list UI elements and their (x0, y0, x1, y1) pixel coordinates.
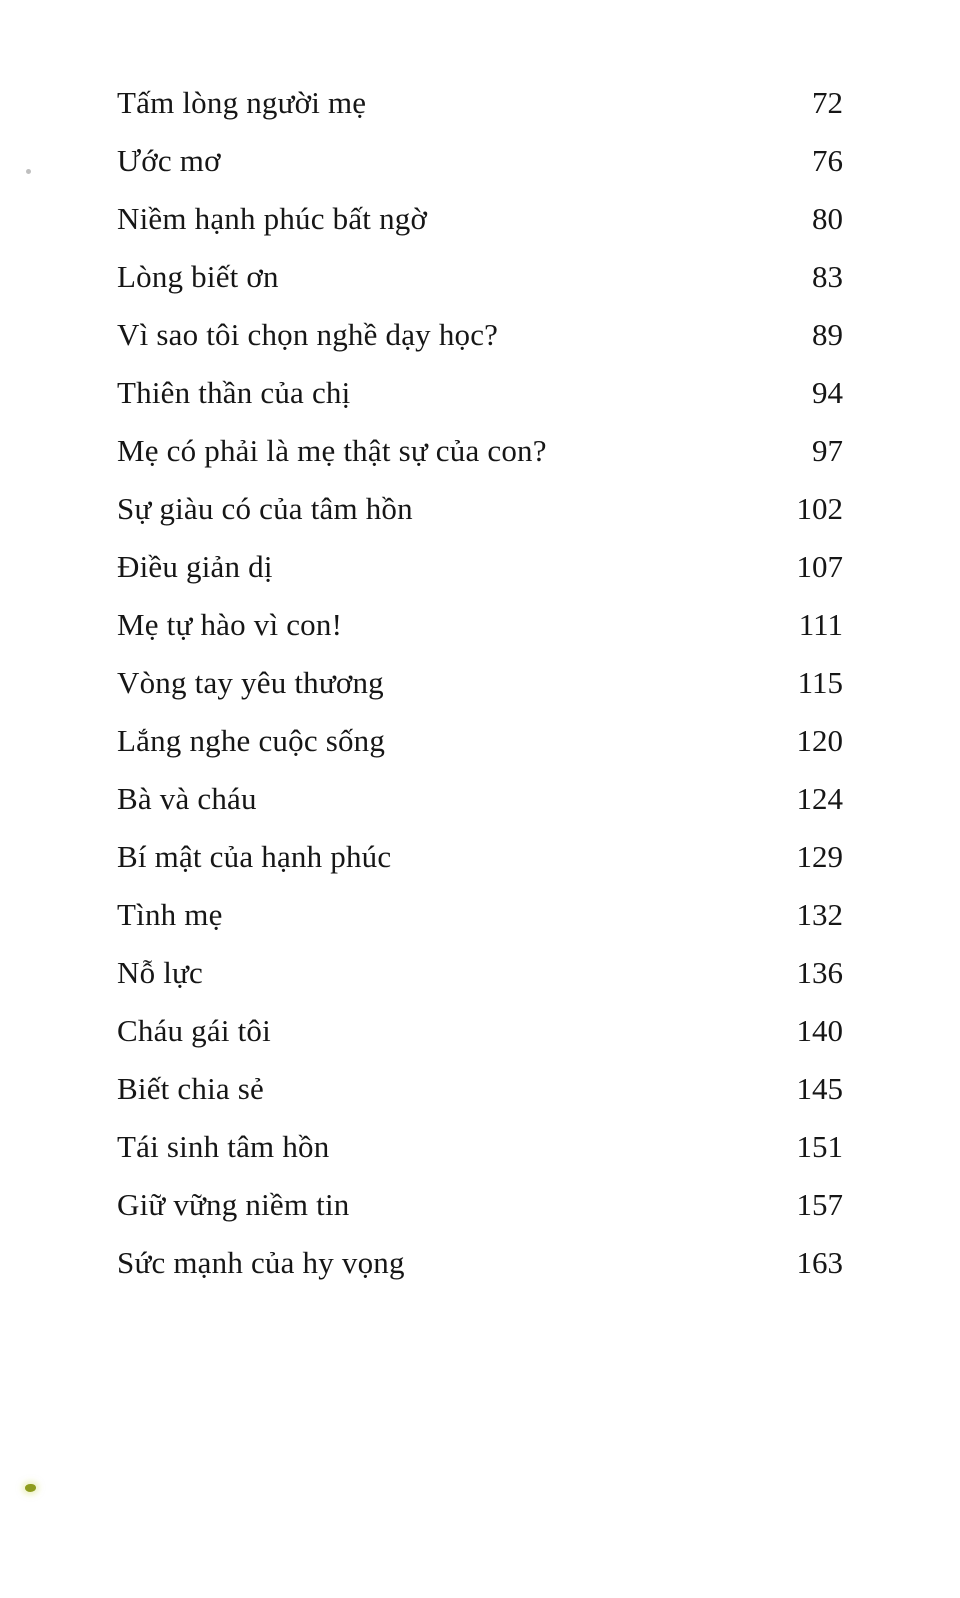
toc-entry-title: Thiên thần của chị (117, 375, 351, 410)
toc-entry-page-number: 151 (796, 1129, 843, 1164)
toc-entry-page-number: 145 (796, 1071, 843, 1106)
table-of-contents (117, 74, 843, 1292)
toc-entry (117, 1060, 843, 1118)
toc-entry-title: Niềm hạnh phúc bất ngờ (117, 201, 428, 236)
toc-entry-title: Điều giản dị (117, 549, 273, 584)
toc-entry-page-number: 102 (796, 491, 843, 526)
toc-entry (117, 1118, 843, 1176)
toc-entry-page-number: 89 (812, 317, 843, 352)
toc-entry-title: Mẹ có phải là mẹ thật sự của con? (117, 433, 547, 468)
toc-entry-page-number: 132 (796, 897, 843, 932)
toc-entry-title: Lòng biết ơn (117, 259, 279, 294)
toc-entry (117, 74, 843, 132)
toc-entry (117, 944, 843, 1002)
toc-entry (117, 422, 843, 480)
toc-entry (117, 1176, 843, 1234)
toc-entry-title: Cháu gái tôi (117, 1013, 271, 1048)
toc-entry-title: Bà và cháu (117, 781, 257, 816)
toc-entry-page-number: 140 (796, 1013, 843, 1048)
toc-entry-title: Biết chia sẻ (117, 1071, 265, 1106)
toc-entry (117, 886, 843, 944)
toc-entry (117, 190, 843, 248)
toc-entry-title: Nỗ lực (117, 955, 204, 990)
toc-entry (117, 480, 843, 538)
toc-entry-title: Vòng tay yêu thương (117, 665, 384, 700)
toc-entry-page-number: 97 (812, 433, 843, 468)
scan-speck-icon (26, 169, 31, 174)
toc-entry (117, 654, 843, 712)
toc-entry-page-number: 163 (796, 1245, 843, 1280)
toc-entry-page-number: 120 (796, 723, 843, 758)
toc-entry-title: Tình mẹ (117, 897, 223, 932)
toc-entry (117, 248, 843, 306)
toc-entry (117, 1002, 843, 1060)
toc-entry-page-number: 157 (796, 1187, 843, 1222)
toc-entry (117, 364, 843, 422)
toc-entry-page-number: 72 (812, 85, 843, 120)
toc-entry-page-number: 115 (797, 665, 843, 700)
toc-entry-title: Tấm lòng người mẹ (117, 85, 367, 120)
toc-entry-page-number: 129 (796, 839, 843, 874)
toc-entry-page-number: 136 (796, 955, 843, 990)
toc-entry (117, 1234, 843, 1292)
toc-entry (117, 132, 843, 190)
toc-entry (117, 306, 843, 364)
toc-entry-page-number: 107 (796, 549, 843, 584)
toc-entry-title: Bí mật của hạnh phúc (117, 839, 392, 874)
toc-entry-title: Sự giàu có của tâm hồn (117, 491, 413, 526)
toc-entry-title: Tái sinh tâm hồn (117, 1129, 330, 1164)
scan-speck-icon (25, 1484, 36, 1492)
toc-entry-title: Giữ vững niềm tin (117, 1187, 350, 1222)
toc-entry-page-number: 111 (798, 607, 843, 642)
toc-entry-page-number: 94 (812, 375, 843, 410)
toc-entry-title: Mẹ tự hào vì con! (117, 607, 343, 642)
toc-entry-page-number: 83 (812, 259, 843, 294)
toc-entry (117, 596, 843, 654)
toc-entry-page-number: 76 (812, 143, 843, 178)
toc-entry-title: Lắng nghe cuộc sống (117, 723, 386, 758)
toc-entry-title: Vì sao tôi chọn nghề dạy học? (117, 317, 499, 352)
toc-entry-page-number: 124 (796, 781, 843, 816)
toc-entry (117, 770, 843, 828)
toc-entry-title: Sức mạnh của hy vọng (117, 1245, 405, 1280)
toc-entry-title: Ước mơ (117, 143, 221, 178)
toc-entry-page-number: 80 (812, 201, 843, 236)
toc-entry (117, 538, 843, 596)
toc-entry (117, 712, 843, 770)
toc-entry (117, 828, 843, 886)
